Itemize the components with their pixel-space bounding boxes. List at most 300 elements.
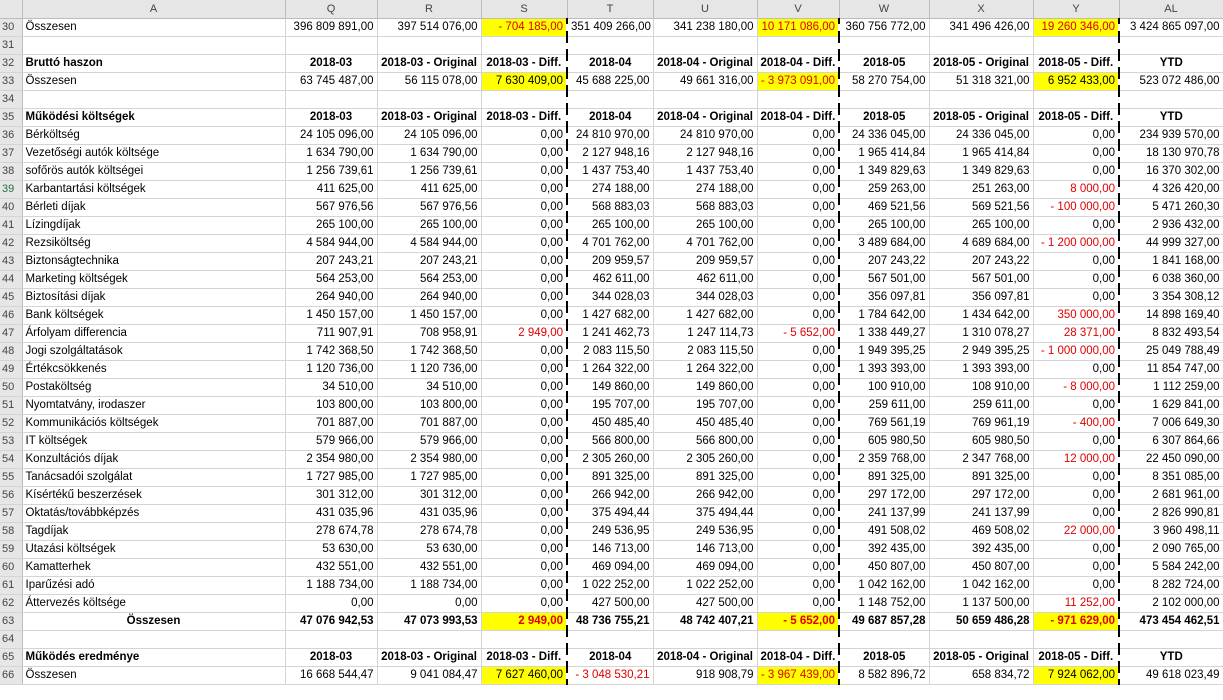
cell-w-49[interactable]: 1 393 393,00 (839, 361, 929, 379)
cell-u-52[interactable]: 450 485,40 (653, 415, 757, 433)
cell-u-31[interactable] (653, 37, 757, 55)
cell-s-61[interactable]: 0,00 (481, 577, 567, 595)
cell-w-32[interactable]: 2018-05 (839, 55, 929, 73)
cell-t-63[interactable]: 48 736 755,21 (567, 613, 653, 631)
cell-s-51[interactable]: 0,00 (481, 397, 567, 415)
cell-q-51[interactable]: 103 800,00 (285, 397, 377, 415)
cell-y-52[interactable]: - 400,00 (1033, 415, 1119, 433)
cell-q-57[interactable]: 431 035,96 (285, 505, 377, 523)
cell-y-47[interactable]: 28 371,00 (1033, 325, 1119, 343)
cell-r-58[interactable]: 278 674,78 (377, 523, 481, 541)
cell-r-49[interactable]: 1 120 736,00 (377, 361, 481, 379)
cell-al-46[interactable]: 14 898 169,40 (1119, 307, 1223, 325)
cell-r-65[interactable]: 2018-03 - Original (377, 649, 481, 667)
cell-v-38[interactable]: 0,00 (757, 163, 839, 181)
cell-r-38[interactable]: 1 256 739,61 (377, 163, 481, 181)
cell-a-52[interactable]: Kommunikációs költségek (22, 415, 285, 433)
cell-s-45[interactable]: 0,00 (481, 289, 567, 307)
cell-q-31[interactable] (285, 37, 377, 55)
row-header[interactable]: 54 (0, 451, 22, 469)
cell-y-55[interactable]: 0,00 (1033, 469, 1119, 487)
cell-t-51[interactable]: 195 707,00 (567, 397, 653, 415)
cell-q-40[interactable]: 567 976,56 (285, 199, 377, 217)
cell-u-30[interactable]: 341 238 180,00 (653, 19, 757, 37)
cell-v-50[interactable]: 0,00 (757, 379, 839, 397)
cell-al-38[interactable]: 16 370 302,00 (1119, 163, 1223, 181)
cell-y-35[interactable]: 2018-05 - Diff. (1033, 109, 1119, 127)
cell-v-42[interactable]: 0,00 (757, 235, 839, 253)
cell-q-33[interactable]: 63 745 487,00 (285, 73, 377, 91)
cell-t-55[interactable]: 891 325,00 (567, 469, 653, 487)
cell-w-56[interactable]: 297 172,00 (839, 487, 929, 505)
cell-q-37[interactable]: 1 634 790,00 (285, 145, 377, 163)
cell-t-38[interactable]: 1 437 753,40 (567, 163, 653, 181)
cell-r-59[interactable]: 53 630,00 (377, 541, 481, 559)
cell-al-57[interactable]: 2 826 990,81 (1119, 505, 1223, 523)
cell-y-40[interactable]: - 100 000,00 (1033, 199, 1119, 217)
cell-al-36[interactable]: 234 939 570,00 (1119, 127, 1223, 145)
cell-t-34[interactable] (567, 91, 653, 109)
cell-s-59[interactable]: 0,00 (481, 541, 567, 559)
cell-w-34[interactable] (839, 91, 929, 109)
cell-x-54[interactable]: 2 347 768,00 (929, 451, 1033, 469)
cell-a-48[interactable]: Jogi szolgáltatások (22, 343, 285, 361)
cell-r-66[interactable]: 9 041 084,47 (377, 667, 481, 685)
cell-w-63[interactable]: 49 687 857,28 (839, 613, 929, 631)
cell-w-55[interactable]: 891 325,00 (839, 469, 929, 487)
cell-v-55[interactable]: 0,00 (757, 469, 839, 487)
cell-w-44[interactable]: 567 501,00 (839, 271, 929, 289)
row-header[interactable]: 55 (0, 469, 22, 487)
cell-u-65[interactable]: 2018-04 - Original (653, 649, 757, 667)
cell-al-65[interactable]: YTD (1119, 649, 1223, 667)
cell-t-33[interactable]: 45 688 225,00 (567, 73, 653, 91)
cell-q-46[interactable]: 1 450 157,00 (285, 307, 377, 325)
cell-v-59[interactable]: 0,00 (757, 541, 839, 559)
cell-y-49[interactable]: 0,00 (1033, 361, 1119, 379)
cell-s-40[interactable]: 0,00 (481, 199, 567, 217)
cell-q-61[interactable]: 1 188 734,00 (285, 577, 377, 595)
cell-x-56[interactable]: 297 172,00 (929, 487, 1033, 505)
cell-v-64[interactable] (757, 631, 839, 649)
cell-al-43[interactable]: 1 841 168,00 (1119, 253, 1223, 271)
row-header[interactable]: 30 (0, 19, 22, 37)
cell-a-43[interactable]: Biztonságtechnika (22, 253, 285, 271)
cell-w-38[interactable]: 1 349 829,63 (839, 163, 929, 181)
cell-s-55[interactable]: 0,00 (481, 469, 567, 487)
cell-t-43[interactable]: 209 959,57 (567, 253, 653, 271)
cell-u-45[interactable]: 344 028,03 (653, 289, 757, 307)
row-header[interactable]: 36 (0, 127, 22, 145)
cell-u-43[interactable]: 209 959,57 (653, 253, 757, 271)
cell-r-44[interactable]: 564 253,00 (377, 271, 481, 289)
cell-q-44[interactable]: 564 253,00 (285, 271, 377, 289)
cell-a-50[interactable]: Postaköltség (22, 379, 285, 397)
cell-v-47[interactable]: - 5 652,00 (757, 325, 839, 343)
cell-x-65[interactable]: 2018-05 - Original (929, 649, 1033, 667)
cell-x-48[interactable]: 2 949 395,25 (929, 343, 1033, 361)
cell-y-53[interactable]: 0,00 (1033, 433, 1119, 451)
cell-x-64[interactable] (929, 631, 1033, 649)
cell-y-39[interactable]: 8 000,00 (1033, 181, 1119, 199)
cell-u-44[interactable]: 462 611,00 (653, 271, 757, 289)
cell-x-50[interactable]: 108 910,00 (929, 379, 1033, 397)
cell-a-62[interactable]: Áttervezés költsége (22, 595, 285, 613)
row-header[interactable]: 49 (0, 361, 22, 379)
cell-t-61[interactable]: 1 022 252,00 (567, 577, 653, 595)
cell-r-57[interactable]: 431 035,96 (377, 505, 481, 523)
cell-a-45[interactable]: Biztosítási díjak (22, 289, 285, 307)
cell-y-37[interactable]: 0,00 (1033, 145, 1119, 163)
cell-v-51[interactable]: 0,00 (757, 397, 839, 415)
cell-x-52[interactable]: 769 961,19 (929, 415, 1033, 433)
cell-u-58[interactable]: 249 536,95 (653, 523, 757, 541)
cell-al-63[interactable]: 473 454 462,51 (1119, 613, 1223, 631)
row-header[interactable]: 48 (0, 343, 22, 361)
cell-u-36[interactable]: 24 810 970,00 (653, 127, 757, 145)
cell-s-46[interactable]: 0,00 (481, 307, 567, 325)
column-header-s[interactable]: S (481, 0, 567, 19)
cell-v-61[interactable]: 0,00 (757, 577, 839, 595)
cell-r-32[interactable]: 2018-03 - Original (377, 55, 481, 73)
row-header[interactable]: 44 (0, 271, 22, 289)
cell-t-58[interactable]: 249 536,95 (567, 523, 653, 541)
row-header[interactable]: 56 (0, 487, 22, 505)
cell-w-48[interactable]: 1 949 395,25 (839, 343, 929, 361)
cell-s-50[interactable]: 0,00 (481, 379, 567, 397)
cell-r-60[interactable]: 432 551,00 (377, 559, 481, 577)
cell-x-31[interactable] (929, 37, 1033, 55)
row-header[interactable]: 35 (0, 109, 22, 127)
cell-s-37[interactable]: 0,00 (481, 145, 567, 163)
cell-al-66[interactable]: 49 618 023,49 (1119, 667, 1223, 685)
cell-a-51[interactable]: Nyomtatvány, irodaszer (22, 397, 285, 415)
cell-v-32[interactable]: 2018-04 - Diff. (757, 55, 839, 73)
cell-u-64[interactable] (653, 631, 757, 649)
cell-a-38[interactable]: sofőrös autók költségei (22, 163, 285, 181)
cell-y-66[interactable]: 7 924 062,00 (1033, 667, 1119, 685)
cell-s-65[interactable]: 2018-03 - Diff. (481, 649, 567, 667)
cell-v-65[interactable]: 2018-04 - Diff. (757, 649, 839, 667)
row-header[interactable]: 38 (0, 163, 22, 181)
cell-u-57[interactable]: 375 494,44 (653, 505, 757, 523)
cell-w-62[interactable]: 1 148 752,00 (839, 595, 929, 613)
cell-w-41[interactable]: 265 100,00 (839, 217, 929, 235)
column-header-v[interactable]: V (757, 0, 839, 19)
cell-y-43[interactable]: 0,00 (1033, 253, 1119, 271)
cell-w-33[interactable]: 58 270 754,00 (839, 73, 929, 91)
cell-t-30[interactable]: 351 409 266,00 (567, 19, 653, 37)
cell-s-48[interactable]: 0,00 (481, 343, 567, 361)
cell-y-58[interactable]: 22 000,00 (1033, 523, 1119, 541)
cell-q-50[interactable]: 34 510,00 (285, 379, 377, 397)
cell-t-45[interactable]: 344 028,03 (567, 289, 653, 307)
cell-x-60[interactable]: 450 807,00 (929, 559, 1033, 577)
row-header[interactable]: 61 (0, 577, 22, 595)
row-header[interactable]: 42 (0, 235, 22, 253)
row-header[interactable]: 60 (0, 559, 22, 577)
column-header-q[interactable]: Q (285, 0, 377, 19)
cell-x-41[interactable]: 265 100,00 (929, 217, 1033, 235)
cell-q-62[interactable]: 0,00 (285, 595, 377, 613)
cell-t-44[interactable]: 462 611,00 (567, 271, 653, 289)
cell-s-49[interactable]: 0,00 (481, 361, 567, 379)
row-header[interactable]: 52 (0, 415, 22, 433)
cell-w-60[interactable]: 450 807,00 (839, 559, 929, 577)
cell-w-57[interactable]: 241 137,99 (839, 505, 929, 523)
cell-u-42[interactable]: 4 701 762,00 (653, 235, 757, 253)
cell-w-53[interactable]: 605 980,50 (839, 433, 929, 451)
cell-x-39[interactable]: 251 263,00 (929, 181, 1033, 199)
cell-al-58[interactable]: 3 960 498,11 (1119, 523, 1223, 541)
cell-x-61[interactable]: 1 042 162,00 (929, 577, 1033, 595)
cell-al-41[interactable]: 2 936 432,00 (1119, 217, 1223, 235)
cell-al-34[interactable] (1119, 91, 1223, 109)
grid-body[interactable] (0, 19, 1223, 685)
cell-v-60[interactable]: 0,00 (757, 559, 839, 577)
cell-al-35[interactable]: YTD (1119, 109, 1223, 127)
cell-u-49[interactable]: 1 264 322,00 (653, 361, 757, 379)
cell-y-48[interactable]: - 1 000 000,00 (1033, 343, 1119, 361)
cell-q-36[interactable]: 24 105 096,00 (285, 127, 377, 145)
cell-a-58[interactable]: Tagdíjak (22, 523, 285, 541)
cell-r-53[interactable]: 579 966,00 (377, 433, 481, 451)
cell-al-40[interactable]: 5 471 260,30 (1119, 199, 1223, 217)
cell-r-47[interactable]: 708 958,91 (377, 325, 481, 343)
cell-t-59[interactable]: 146 713,00 (567, 541, 653, 559)
cell-al-50[interactable]: 1 112 259,00 (1119, 379, 1223, 397)
cell-q-45[interactable]: 264 940,00 (285, 289, 377, 307)
cell-q-38[interactable]: 1 256 739,61 (285, 163, 377, 181)
cell-q-39[interactable]: 411 625,00 (285, 181, 377, 199)
cell-t-39[interactable]: 274 188,00 (567, 181, 653, 199)
cell-y-50[interactable]: - 8 000,00 (1033, 379, 1119, 397)
cell-x-62[interactable]: 1 137 500,00 (929, 595, 1033, 613)
cell-u-54[interactable]: 2 305 260,00 (653, 451, 757, 469)
cell-x-37[interactable]: 1 965 414,84 (929, 145, 1033, 163)
cell-v-44[interactable]: 0,00 (757, 271, 839, 289)
cell-a-37[interactable]: Vezetőségi autók költsége (22, 145, 285, 163)
cell-y-63[interactable]: - 971 629,00 (1033, 613, 1119, 631)
cell-w-52[interactable]: 769 561,19 (839, 415, 929, 433)
row-header[interactable]: 43 (0, 253, 22, 271)
cell-al-60[interactable]: 5 584 242,00 (1119, 559, 1223, 577)
cell-t-54[interactable]: 2 305 260,00 (567, 451, 653, 469)
cell-v-57[interactable]: 0,00 (757, 505, 839, 523)
cell-v-56[interactable]: 0,00 (757, 487, 839, 505)
cell-s-62[interactable]: 0,00 (481, 595, 567, 613)
cell-a-33[interactable]: Összesen (22, 73, 285, 91)
row-header[interactable]: 57 (0, 505, 22, 523)
column-header-x[interactable]: X (929, 0, 1033, 19)
cell-al-54[interactable]: 22 450 090,00 (1119, 451, 1223, 469)
cell-y-57[interactable]: 0,00 (1033, 505, 1119, 523)
cell-t-46[interactable]: 1 427 682,00 (567, 307, 653, 325)
cell-a-32[interactable]: Bruttó haszon (22, 55, 285, 73)
cell-v-31[interactable] (757, 37, 839, 55)
cell-u-59[interactable]: 146 713,00 (653, 541, 757, 559)
cell-u-55[interactable]: 891 325,00 (653, 469, 757, 487)
cell-v-54[interactable]: 0,00 (757, 451, 839, 469)
cell-r-43[interactable]: 207 243,21 (377, 253, 481, 271)
cell-w-35[interactable]: 2018-05 (839, 109, 929, 127)
cell-w-65[interactable]: 2018-05 (839, 649, 929, 667)
cell-y-33[interactable]: 6 952 433,00 (1033, 73, 1119, 91)
cell-u-46[interactable]: 1 427 682,00 (653, 307, 757, 325)
cell-x-30[interactable]: 341 496 426,00 (929, 19, 1033, 37)
cell-x-46[interactable]: 1 434 642,00 (929, 307, 1033, 325)
cell-s-35[interactable]: 2018-03 - Diff. (481, 109, 567, 127)
cell-q-55[interactable]: 1 727 985,00 (285, 469, 377, 487)
cell-x-49[interactable]: 1 393 393,00 (929, 361, 1033, 379)
cell-a-46[interactable]: Bank költségek (22, 307, 285, 325)
cell-v-49[interactable]: 0,00 (757, 361, 839, 379)
cell-al-62[interactable]: 2 102 000,00 (1119, 595, 1223, 613)
cell-u-35[interactable]: 2018-04 - Original (653, 109, 757, 127)
cell-q-34[interactable] (285, 91, 377, 109)
cell-v-43[interactable]: 0,00 (757, 253, 839, 271)
cell-al-42[interactable]: 44 999 327,00 (1119, 235, 1223, 253)
cell-r-37[interactable]: 1 634 790,00 (377, 145, 481, 163)
cell-t-52[interactable]: 450 485,40 (567, 415, 653, 433)
cell-r-62[interactable]: 0,00 (377, 595, 481, 613)
row-header[interactable]: 32 (0, 55, 22, 73)
cell-r-46[interactable]: 1 450 157,00 (377, 307, 481, 325)
cell-al-33[interactable]: 523 072 486,00 (1119, 73, 1223, 91)
cell-q-35[interactable]: 2018-03 (285, 109, 377, 127)
cell-a-59[interactable]: Utazási költségek (22, 541, 285, 559)
cell-q-64[interactable] (285, 631, 377, 649)
row-header[interactable]: 63 (0, 613, 22, 631)
cell-w-58[interactable]: 491 508,02 (839, 523, 929, 541)
cell-w-46[interactable]: 1 784 642,00 (839, 307, 929, 325)
cell-t-40[interactable]: 568 883,03 (567, 199, 653, 217)
cell-q-59[interactable]: 53 630,00 (285, 541, 377, 559)
cell-u-61[interactable]: 1 022 252,00 (653, 577, 757, 595)
cell-w-42[interactable]: 3 489 684,00 (839, 235, 929, 253)
cell-u-48[interactable]: 2 083 115,50 (653, 343, 757, 361)
cell-v-62[interactable]: 0,00 (757, 595, 839, 613)
cell-w-31[interactable] (839, 37, 929, 55)
cell-u-40[interactable]: 568 883,03 (653, 199, 757, 217)
cell-y-34[interactable] (1033, 91, 1119, 109)
cell-t-37[interactable]: 2 127 948,16 (567, 145, 653, 163)
cell-q-49[interactable]: 1 120 736,00 (285, 361, 377, 379)
cell-s-36[interactable]: 0,00 (481, 127, 567, 145)
cell-v-48[interactable]: 0,00 (757, 343, 839, 361)
cell-x-32[interactable]: 2018-05 - Original (929, 55, 1033, 73)
cell-a-44[interactable]: Marketing költségek (22, 271, 285, 289)
cell-t-47[interactable]: 1 241 462,73 (567, 325, 653, 343)
cell-w-50[interactable]: 100 910,00 (839, 379, 929, 397)
cell-w-39[interactable]: 259 263,00 (839, 181, 929, 199)
cell-w-40[interactable]: 469 521,56 (839, 199, 929, 217)
cell-t-57[interactable]: 375 494,44 (567, 505, 653, 523)
cell-u-47[interactable]: 1 247 114,73 (653, 325, 757, 343)
cell-r-51[interactable]: 103 800,00 (377, 397, 481, 415)
cell-v-30[interactable]: 10 171 086,00 (757, 19, 839, 37)
cell-u-34[interactable] (653, 91, 757, 109)
cell-s-32[interactable]: 2018-03 - Diff. (481, 55, 567, 73)
cell-r-39[interactable]: 411 625,00 (377, 181, 481, 199)
cell-s-63[interactable]: 2 949,00 (481, 613, 567, 631)
row-header[interactable]: 47 (0, 325, 22, 343)
cell-y-59[interactable]: 0,00 (1033, 541, 1119, 559)
column-header-t[interactable]: T (567, 0, 653, 19)
cell-y-44[interactable]: 0,00 (1033, 271, 1119, 289)
cell-w-45[interactable]: 356 097,81 (839, 289, 929, 307)
cell-x-53[interactable]: 605 980,50 (929, 433, 1033, 451)
cell-s-47[interactable]: 2 949,00 (481, 325, 567, 343)
cell-x-38[interactable]: 1 349 829,63 (929, 163, 1033, 181)
cell-a-64[interactable] (22, 631, 285, 649)
cell-y-45[interactable]: 0,00 (1033, 289, 1119, 307)
cell-u-32[interactable]: 2018-04 - Original (653, 55, 757, 73)
cell-a-55[interactable]: Tanácsadói szolgálat (22, 469, 285, 487)
cell-r-54[interactable]: 2 354 980,00 (377, 451, 481, 469)
cell-t-53[interactable]: 566 800,00 (567, 433, 653, 451)
cell-a-57[interactable]: Oktatás/továbbképzés (22, 505, 285, 523)
cell-u-37[interactable]: 2 127 948,16 (653, 145, 757, 163)
cell-s-42[interactable]: 0,00 (481, 235, 567, 253)
row-header[interactable]: 59 (0, 541, 22, 559)
cell-q-60[interactable]: 432 551,00 (285, 559, 377, 577)
cell-s-66[interactable]: 7 627 460,00 (481, 667, 567, 685)
cell-a-35[interactable]: Működési költségek (22, 109, 285, 127)
cell-v-34[interactable] (757, 91, 839, 109)
cell-w-51[interactable]: 259 611,00 (839, 397, 929, 415)
cell-r-35[interactable]: 2018-03 - Original (377, 109, 481, 127)
cell-a-42[interactable]: Rezsiköltség (22, 235, 285, 253)
row-header[interactable]: 45 (0, 289, 22, 307)
select-all-corner[interactable] (0, 0, 22, 19)
cell-al-39[interactable]: 4 326 420,00 (1119, 181, 1223, 199)
cell-r-63[interactable]: 47 073 993,53 (377, 613, 481, 631)
cell-r-48[interactable]: 1 742 368,50 (377, 343, 481, 361)
cell-s-56[interactable]: 0,00 (481, 487, 567, 505)
cell-x-40[interactable]: 569 521,56 (929, 199, 1033, 217)
cell-a-54[interactable]: Konzultációs díjak (22, 451, 285, 469)
cell-q-54[interactable]: 2 354 980,00 (285, 451, 377, 469)
cell-t-36[interactable]: 24 810 970,00 (567, 127, 653, 145)
row-header[interactable]: 31 (0, 37, 22, 55)
cell-v-46[interactable]: 0,00 (757, 307, 839, 325)
cell-v-66[interactable]: - 3 967 439,00 (757, 667, 839, 685)
row-header[interactable]: 34 (0, 91, 22, 109)
cell-x-34[interactable] (929, 91, 1033, 109)
cell-w-47[interactable]: 1 338 449,27 (839, 325, 929, 343)
cell-a-65[interactable]: Működés eredménye (22, 649, 285, 667)
cell-s-41[interactable]: 0,00 (481, 217, 567, 235)
cell-t-60[interactable]: 469 094,00 (567, 559, 653, 577)
column-header-al[interactable]: AL (1119, 0, 1223, 19)
cell-u-56[interactable]: 266 942,00 (653, 487, 757, 505)
row-header[interactable]: 41 (0, 217, 22, 235)
cell-s-43[interactable]: 0,00 (481, 253, 567, 271)
cell-y-46[interactable]: 350 000,00 (1033, 307, 1119, 325)
cell-t-48[interactable]: 2 083 115,50 (567, 343, 653, 361)
cell-al-30[interactable]: 3 424 865 097,00 (1119, 19, 1223, 37)
cell-a-53[interactable]: IT költségek (22, 433, 285, 451)
cell-v-53[interactable]: 0,00 (757, 433, 839, 451)
cell-al-47[interactable]: 8 832 493,54 (1119, 325, 1223, 343)
cell-y-65[interactable]: 2018-05 - Diff. (1033, 649, 1119, 667)
cell-a-47[interactable]: Árfolyam differencia (22, 325, 285, 343)
row-header[interactable]: 58 (0, 523, 22, 541)
cell-v-41[interactable]: 0,00 (757, 217, 839, 235)
cell-a-61[interactable]: Iparűzési adó (22, 577, 285, 595)
cell-a-60[interactable]: Kamatterhek (22, 559, 285, 577)
